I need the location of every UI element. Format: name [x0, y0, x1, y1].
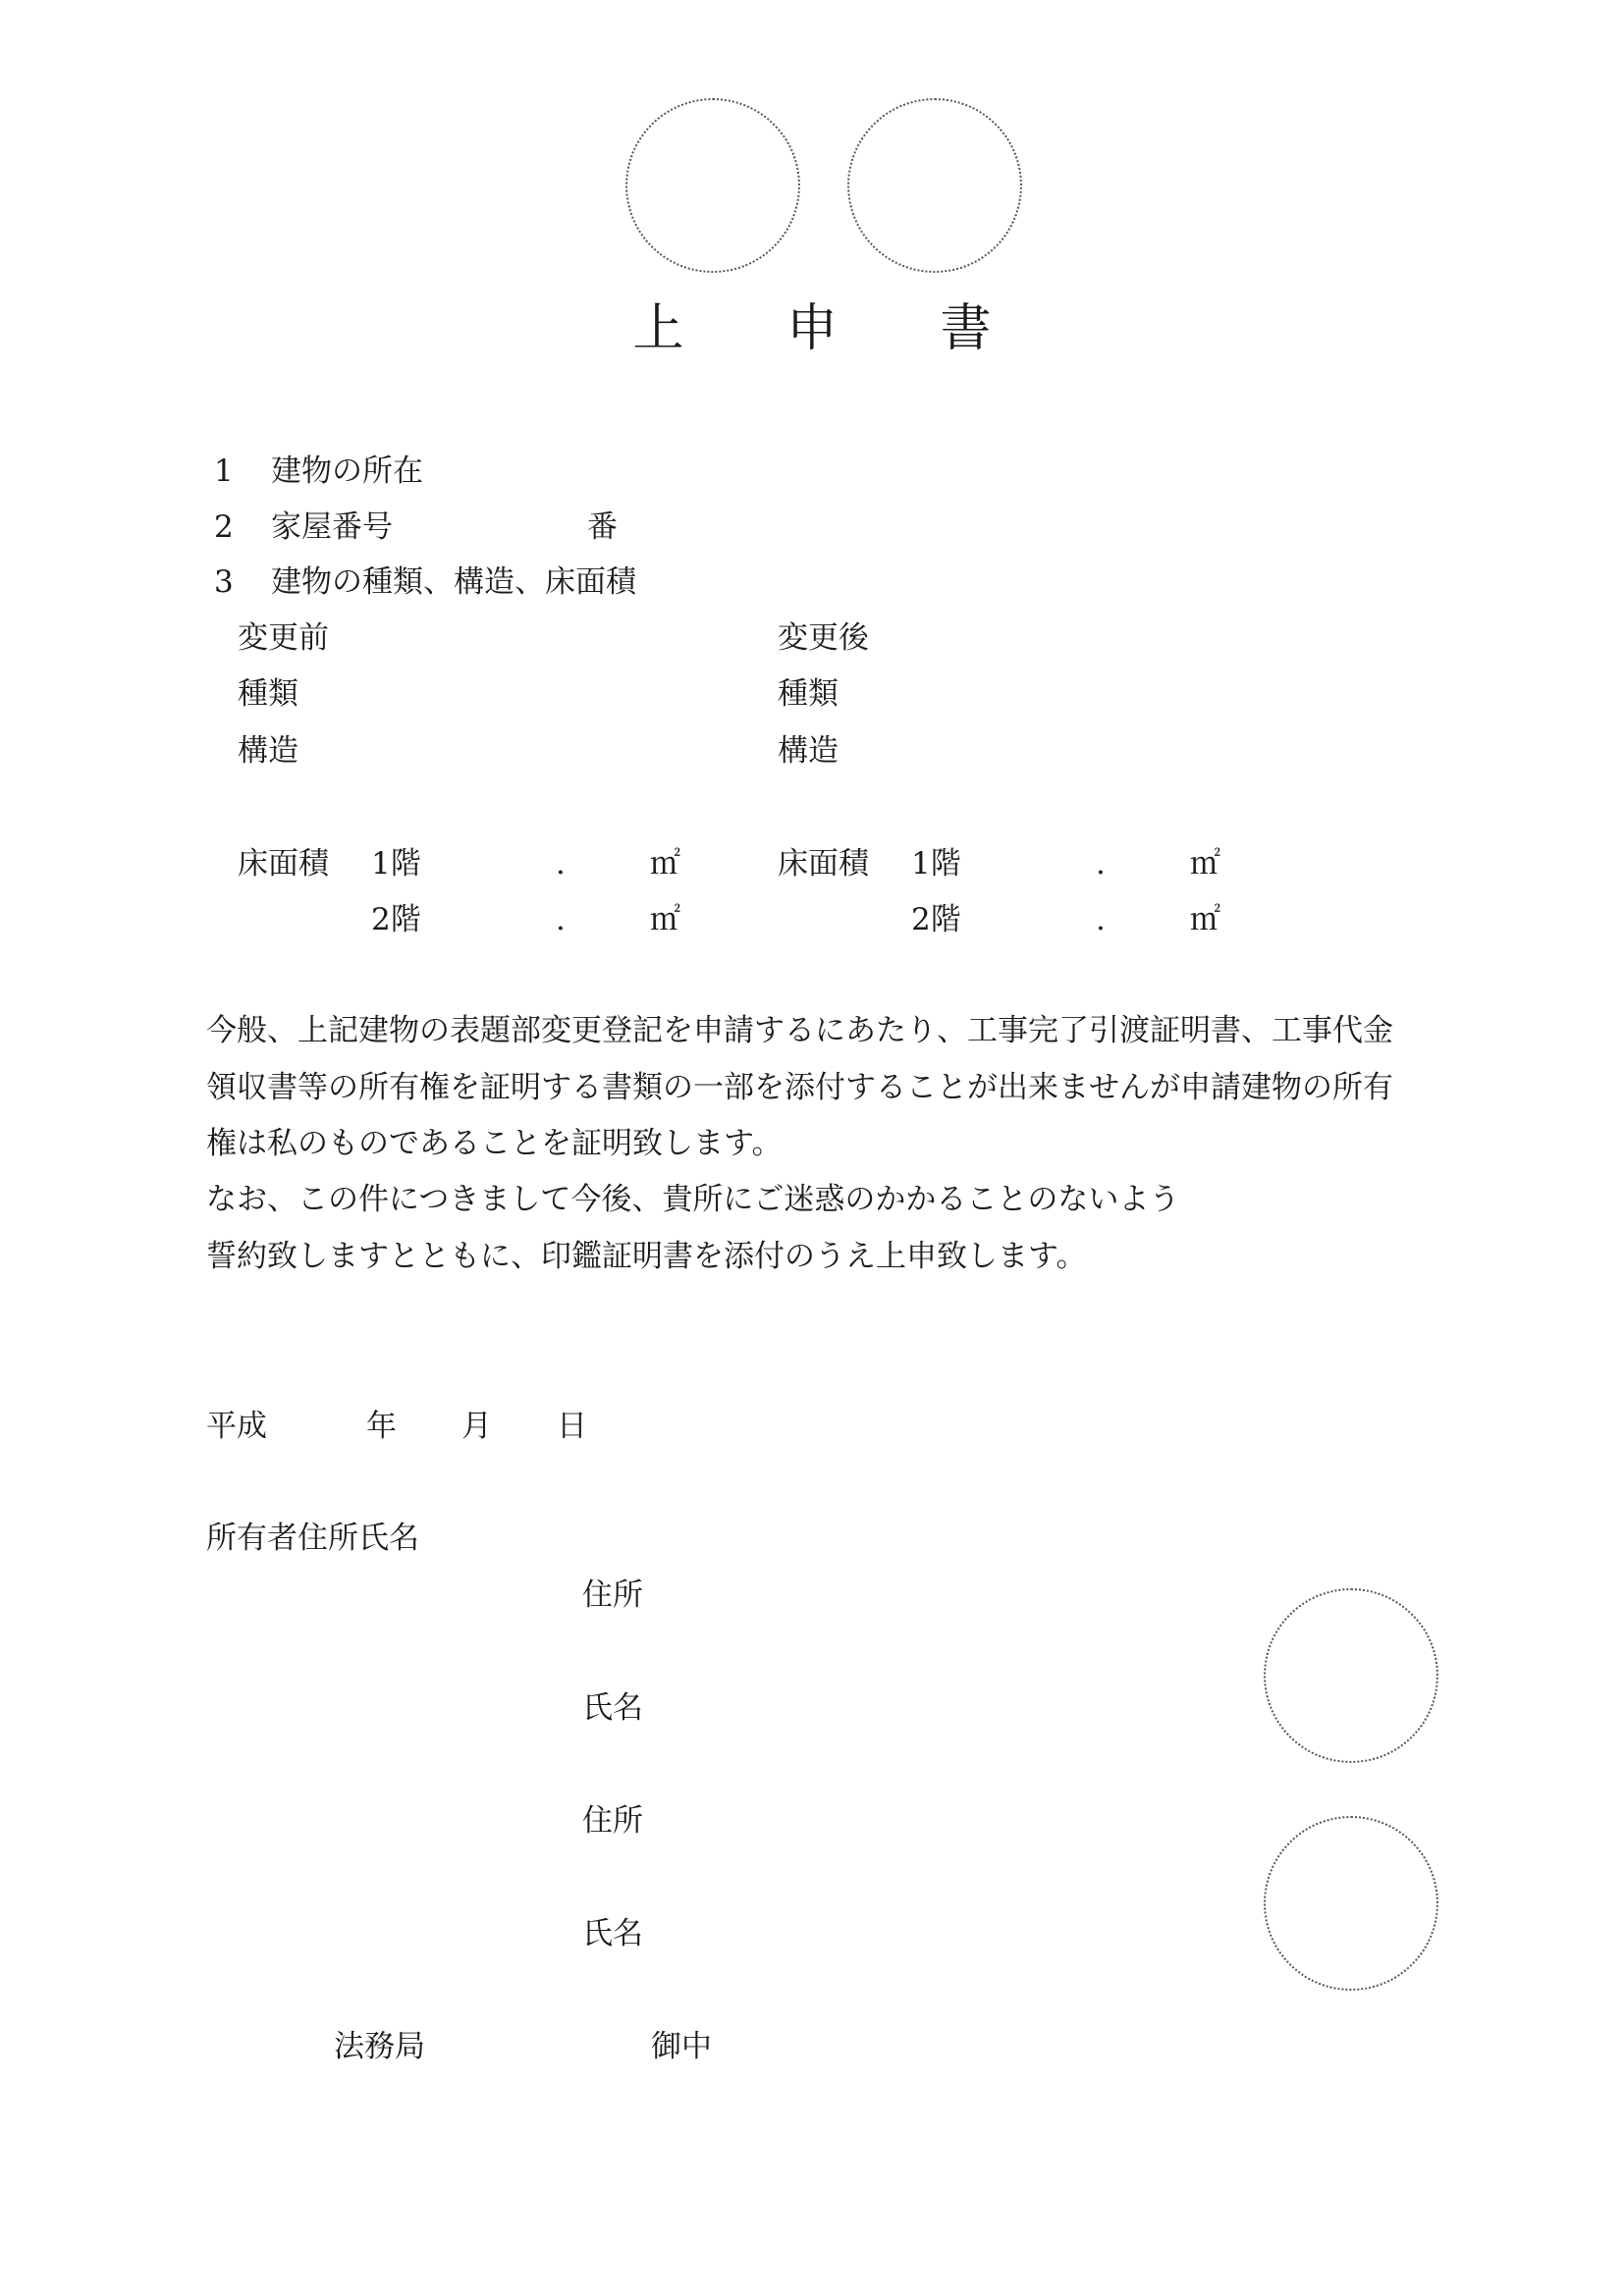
before-floor-area-label: 床面積 [238, 846, 329, 881]
item-number-3: 3 [214, 564, 234, 600]
before-floor2-dot: . [556, 902, 566, 937]
item-label-house-number: 家屋番号 [271, 509, 393, 545]
before-structure-label: 構造 [238, 733, 298, 769]
date-year: 年 [366, 1409, 397, 1444]
body-line-4: なお、この件につきまして今後、貴所にご迷惑のかかることのないよう [206, 1182, 1180, 1217]
after-floor-area-label: 床面積 [778, 846, 869, 881]
owner2-address-label: 住所 [582, 1803, 643, 1839]
seal-circle-top-right [847, 98, 1022, 273]
before-floor1-unit: ㎡ [650, 846, 680, 881]
after-kind-label: 種類 [778, 676, 839, 712]
item-number-2: 2 [214, 509, 234, 545]
before-kind-label: 種類 [238, 676, 298, 712]
owner1-name-label: 氏名 [582, 1690, 643, 1726]
date-month: 月 [461, 1409, 492, 1444]
before-floor2-label: 2階 [371, 902, 421, 937]
after-floor1-label: 1階 [911, 846, 961, 881]
before-floor2-unit: ㎡ [650, 902, 680, 937]
body-line-3: 権は私のものであることを証明致します。 [206, 1126, 783, 1161]
body-line-2: 領収書等の所有権を証明する書類の一部を添付することが出来ませんが申請建物の所有 [206, 1070, 1393, 1105]
after-floor1-unit: ㎡ [1190, 846, 1220, 881]
item-label-building-location: 建物の所在 [271, 454, 423, 489]
seal-circle-owner2 [1264, 1816, 1438, 1991]
after-structure-label: 構造 [778, 733, 839, 769]
addressee-honorific: 御中 [651, 2029, 712, 2064]
after-floor2-dot: . [1096, 902, 1106, 937]
after-floor2-label: 2階 [911, 902, 961, 937]
after-heading: 変更後 [778, 620, 869, 656]
date-day: 日 [557, 1409, 587, 1444]
document-title: 上 申 書 [632, 299, 1035, 358]
addressee-bureau: 法務局 [334, 2029, 425, 2064]
house-number-suffix: 番 [587, 509, 618, 545]
after-floor2-unit: ㎡ [1190, 902, 1220, 937]
body-line-5: 誓約致しますとともに、印鑑証明書を添付のうえ上申致します。 [206, 1239, 1087, 1274]
item-label-type-structure-area: 建物の種類、構造、床面積 [271, 564, 636, 600]
owner-heading: 所有者住所氏名 [206, 1521, 419, 1556]
item-number-1: 1 [214, 454, 234, 489]
seal-circle-owner1 [1264, 1588, 1438, 1763]
seal-circle-top-left [625, 98, 800, 273]
date-era: 平成 [206, 1409, 267, 1444]
before-floor1-label: 1階 [371, 846, 421, 881]
before-floor1-dot: . [556, 846, 566, 881]
after-floor1-dot: . [1096, 846, 1106, 881]
body-line-1: 今般、上記建物の表題部変更登記を申請するにあたり、工事完了引渡証明書、工事代金 [206, 1013, 1393, 1048]
owner2-name-label: 氏名 [582, 1916, 643, 1951]
before-heading: 変更前 [238, 620, 329, 656]
owner1-address-label: 住所 [582, 1577, 643, 1613]
